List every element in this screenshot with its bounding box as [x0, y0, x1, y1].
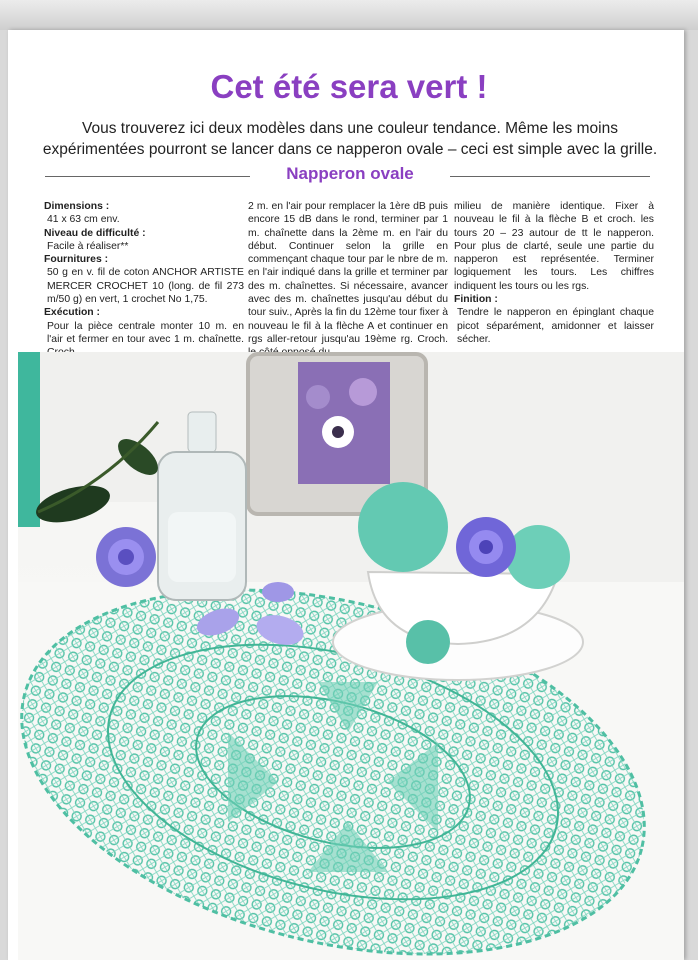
- execution-label: Exécution :: [44, 307, 101, 319]
- page-top-edge: [0, 0, 698, 30]
- dimensions-label: Dimensions :: [44, 201, 110, 212]
- column-3-text: milieu de manière identique. Fixer à nouveau le fil à la flèche B et croch. les tours 20 – 23 autour de tt le napperon. Pour plus de clarté, seule une partie du napperon est représentée. Terminer logiquement les tours. Les chiffres indiquent les tours ou les rgs.: [454, 201, 654, 292]
- difficulty-label: Niveau de difficulté :: [44, 227, 146, 239]
- supplies-value: 50 g en v. fil de coton ANCHOR ARTISTE MERCER CROCHET 10 (long. de fil 273 m/50 g) en vert, 1 crochet No 1,75.: [47, 267, 244, 306]
- finish-label: Finition :: [454, 294, 498, 306]
- glass-bottle: [158, 412, 246, 600]
- doily-photo: [18, 352, 684, 960]
- supplies-label: Fournitures :: [44, 254, 109, 266]
- column-1: [44, 200, 244, 360]
- green-leaves: [32, 422, 164, 529]
- left-rule: [45, 176, 250, 177]
- difficulty-value: Facile à réaliser**: [47, 240, 129, 252]
- execution-value: Pour la pièce centrale monter 10 m. en l'air et fermer en tour avec 1 m. chaînette.: [47, 320, 244, 345]
- violet-rose-left: [96, 527, 156, 587]
- photo-scene: [18, 352, 684, 960]
- right-rule: [450, 176, 650, 177]
- finish-value: Tendre le napperon en épinglant chaque picot séparément, amidonner et laisser sécher.: [457, 307, 654, 345]
- dimensions-value: 41 x 63 cm env.: [47, 214, 120, 226]
- section-subtitle: Napperon ovale: [286, 164, 414, 183]
- column-3: [454, 200, 654, 366]
- page-title: Cet été sera vert !: [210, 68, 488, 105]
- column-2: [248, 200, 448, 360]
- white-gravy-boat: [333, 572, 583, 680]
- violet-rose-right: [456, 517, 516, 577]
- column-2-text: 2 m. en l'air pour remplacer la 1ère dB puis encore 15 dB dans le rond, terminer par 1 m. chaînette dans la 2ème m. en l'air du début. Continuer selon la grille en commençant chaque tour par le nbre de m. en l'air indiqué dans la grille et terminer par des m. chaînettes. Si nécessaire, avancer avec des m. chaînettes jusqu'au début du tour suiv., Après la fin du 12ème tour fixer à nouveau le fil à la flèche A et continuer en rgs aller-retour jusqu'au 19ème rg. Croch.: [248, 201, 448, 345]
- intro-paragraph: Vous trouverez ici deux modèles dans une couleur tendance. Même les moins expérimentées pourront se lancer dans ce napperon ovale – ceci est simple avec la grille.: [42, 120, 658, 158]
